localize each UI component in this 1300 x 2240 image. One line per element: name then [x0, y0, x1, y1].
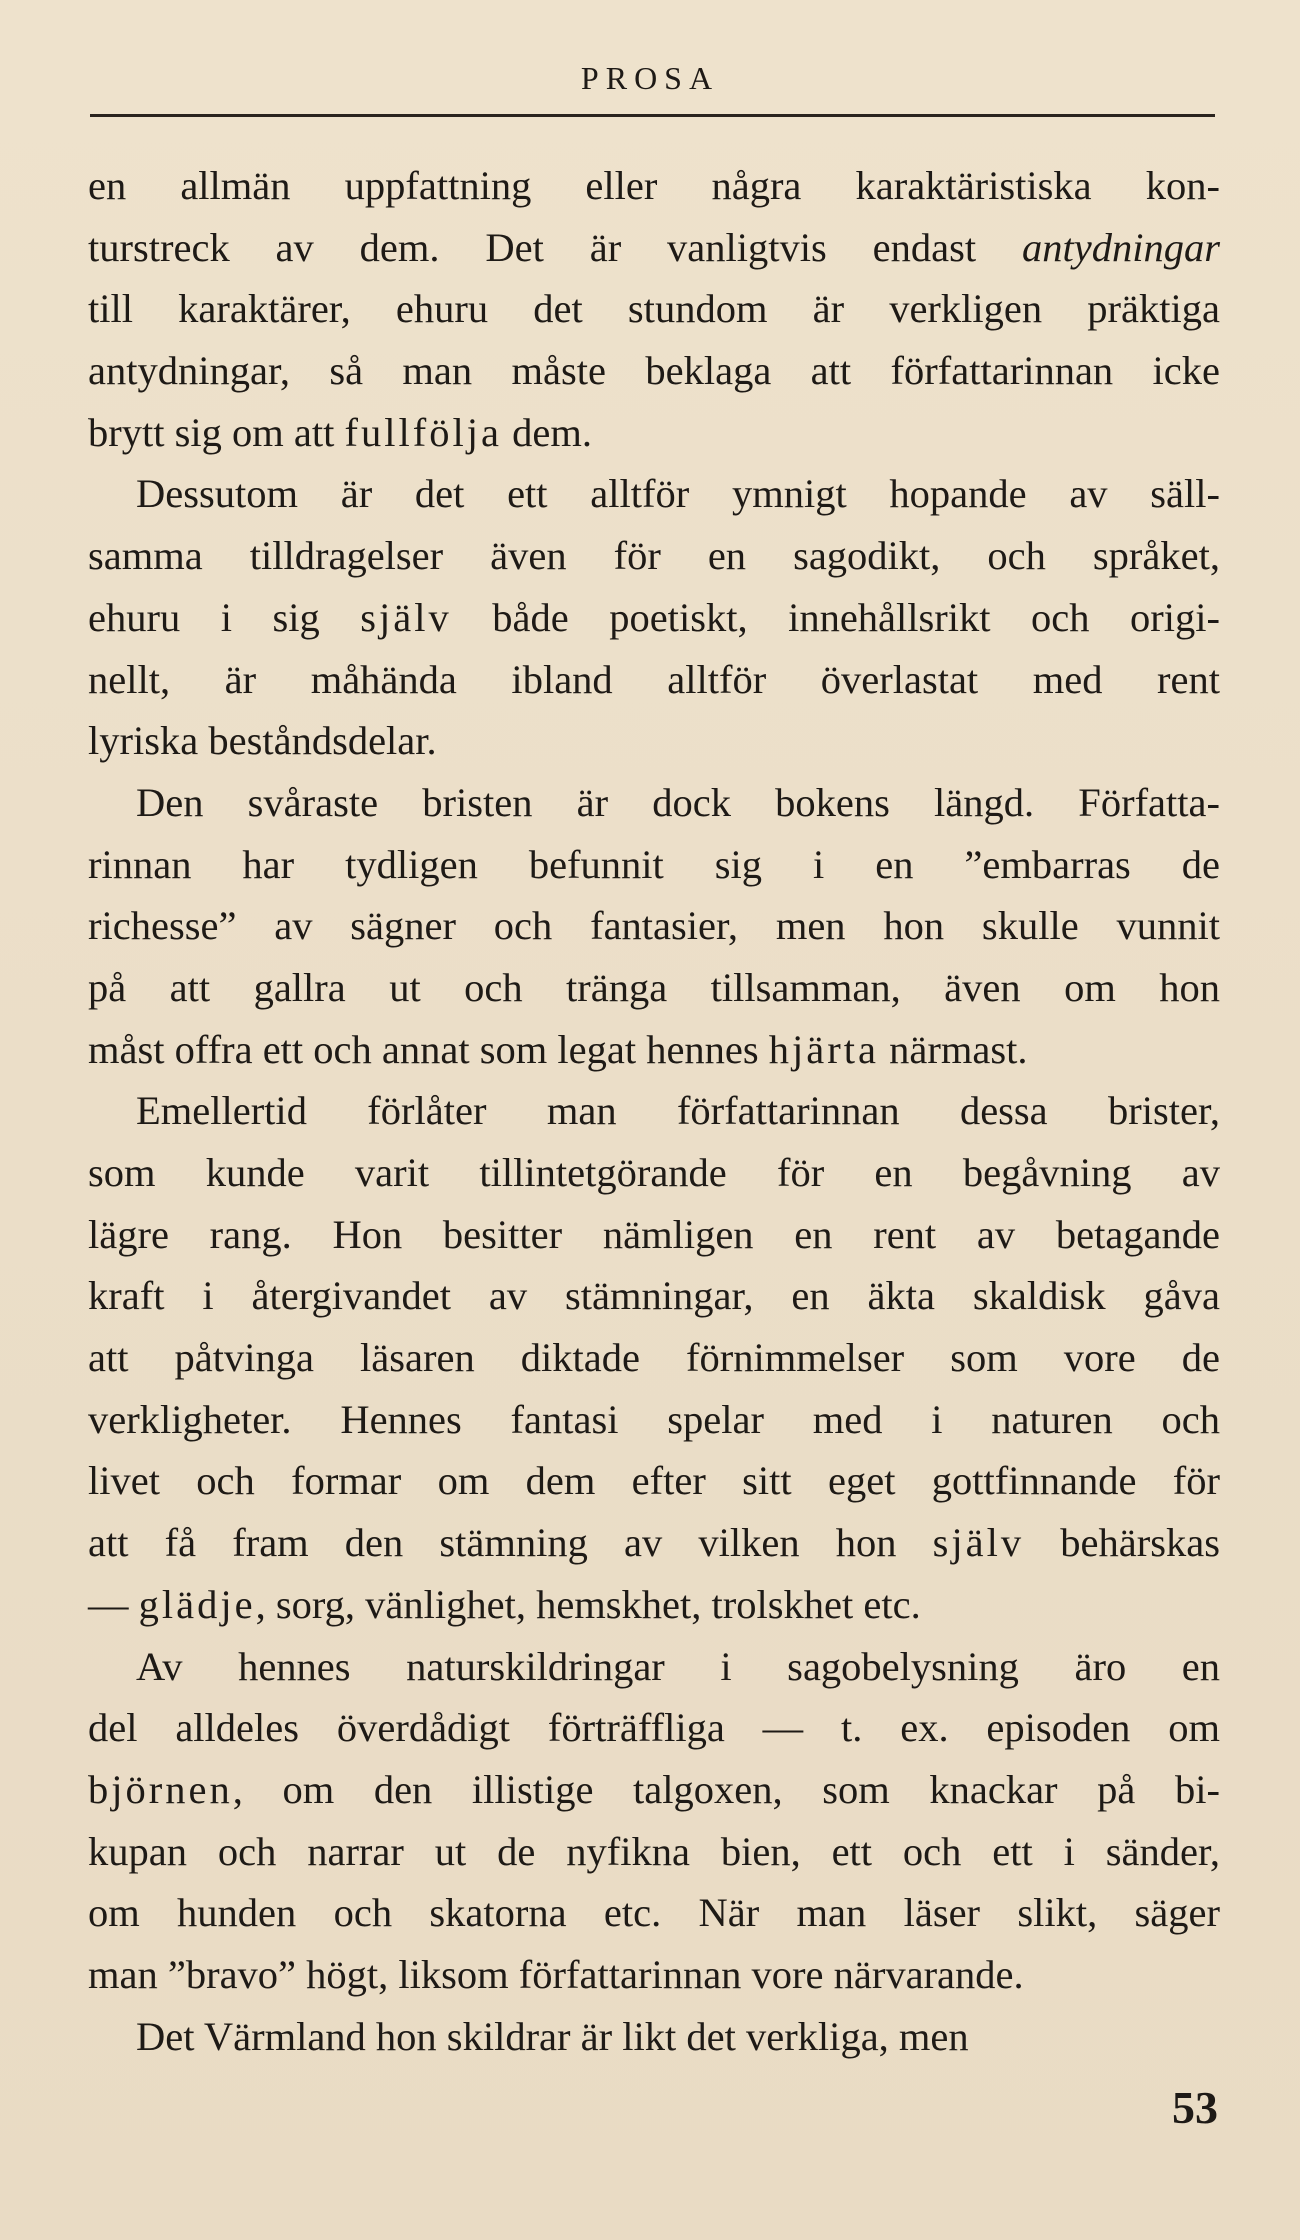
line-text: behärskas — [1024, 1520, 1220, 1566]
line-text: antydningar, så man måste beklaga att författarinnan icke — [88, 348, 1220, 394]
text-line — [88, 402, 1220, 464]
line-text: rinnan har tydligen befunnit sig i en ”embarras de — [88, 841, 1220, 887]
line-text: som kunde varit tillintetgörande för en begåvning av — [88, 1150, 1220, 1195]
line-text: kraft i återgivandet av stämningar, en äkta skaldisk gåva — [88, 1273, 1220, 1319]
text-line — [88, 1882, 1220, 1944]
line-text: Emellertid förlåter man författarinnan dessa brister, — [136, 1088, 1220, 1134]
line-text: , sorg, vänlighet, hemskhet, trolskhet etc. — [255, 1581, 921, 1627]
text-line — [88, 1389, 1220, 1451]
line-text: att få fram den stämning av vilken hon — [88, 1520, 933, 1566]
line-text: livet och formar om dem efter sitt eget gottfinnande för — [88, 1458, 1220, 1504]
italic-word: antydningar — [1022, 224, 1220, 270]
line-text: — — [88, 1581, 139, 1627]
text-line — [88, 1080, 1220, 1142]
line-text: brytt sig om att — [88, 409, 345, 455]
line-text: del alldeles överdådigt förträffliga — t. ex. episoden om — [88, 1705, 1220, 1751]
line-text: turstreck av dem. Det är vanligtvis endast — [88, 224, 1022, 270]
line-text: Den svåraste bristen är dock bokens längd. Författa- — [136, 779, 1220, 825]
running-head: PROSA — [580, 60, 720, 96]
text-line — [88, 1759, 1220, 1821]
text-line — [88, 1697, 1220, 1759]
text-line — [88, 1636, 1220, 1698]
spaced-word: glädje — [138, 1581, 256, 1627]
line-text: , om den illistige talgoxen, som knackar på bi- — [232, 1766, 1220, 1812]
text-line — [88, 2006, 1220, 2068]
text-line — [88, 1265, 1220, 1327]
line-text: nellt, är måhända ibland alltför överlastat med rent — [88, 656, 1220, 702]
text-line — [88, 525, 1220, 587]
text-line — [88, 1512, 1220, 1574]
line-text: kupan och narrar ut de nyfikna bien, ett och ett i sänder, — [88, 1828, 1220, 1874]
line-text: till karaktärer, ehuru det stundom är verkligen präktiga — [88, 286, 1220, 332]
line-text: Det Värmland hon skildrar är likt det verkliga, men — [136, 2013, 969, 2059]
line-text: Dessutom är det ett alltför ymnigt hopande av säll- — [136, 471, 1220, 517]
text-line — [88, 1204, 1220, 1266]
page-number: 53 — [1172, 2082, 1218, 2133]
header-rule — [90, 114, 1215, 117]
text-line — [88, 278, 1220, 340]
line-text: verkligheter. Hennes fantasi spelar med i naturen och — [88, 1396, 1220, 1442]
text-line — [88, 1821, 1220, 1883]
text-line — [88, 710, 1220, 772]
line-text: att påtvinga läsaren diktade förnimmelser som vore de — [88, 1335, 1220, 1381]
text-line — [88, 895, 1220, 957]
text-line — [88, 340, 1220, 402]
text-line — [88, 957, 1220, 1019]
text-line — [88, 1019, 1220, 1081]
text-line — [88, 587, 1220, 649]
spaced-word: fullfölja — [344, 409, 502, 455]
line-text: både poetiskt, innehållsrikt och origi- — [451, 594, 1221, 640]
text-line — [88, 155, 1220, 217]
line-text: man ”bravo” högt, liksom författarinnan vore närvarande. — [88, 1951, 1024, 1997]
line-text: ehuru i sig — [88, 594, 361, 640]
text-line — [88, 772, 1220, 834]
text-line — [88, 463, 1220, 525]
spaced-word: själv — [932, 1520, 1025, 1566]
line-text: måst offra ett och annat som legat hennes — [88, 1026, 769, 1072]
line-text: närmast. — [879, 1026, 1028, 1072]
text-line — [88, 834, 1220, 896]
line-text: lägre rang. Hon besitter nämligen en rent av betagande — [88, 1211, 1220, 1257]
text-line — [88, 1142, 1220, 1204]
text-line — [88, 649, 1220, 711]
text-line — [88, 1327, 1220, 1389]
line-text: en allmän uppfattning eller några karaktäristiska kon- — [88, 163, 1220, 208]
text-line — [88, 1944, 1220, 2006]
body-text — [88, 155, 1220, 2067]
line-text: Av hennes naturskildringar i sagobelysning äro en — [136, 1643, 1220, 1689]
text-line — [88, 217, 1220, 279]
text-line — [88, 1574, 1220, 1636]
text-line — [88, 1450, 1220, 1512]
spaced-word: björnen — [88, 1766, 233, 1812]
spaced-word: själv — [360, 594, 452, 640]
line-text: richesse” av sägner och fantasier, men hon skulle vunnit — [88, 903, 1220, 949]
line-text: om hunden och skatorna etc. När man läser slikt, säger — [88, 1890, 1220, 1936]
spaced-word: hjärta — [768, 1026, 879, 1072]
line-text: samma tilldragelser även för en sagodikt, och språket, — [88, 533, 1220, 579]
line-text: på att gallra ut och tränga tillsamman, även om hon — [88, 964, 1220, 1010]
line-text: dem. — [501, 409, 592, 455]
line-text: lyriska beståndsdelar. — [88, 718, 437, 764]
